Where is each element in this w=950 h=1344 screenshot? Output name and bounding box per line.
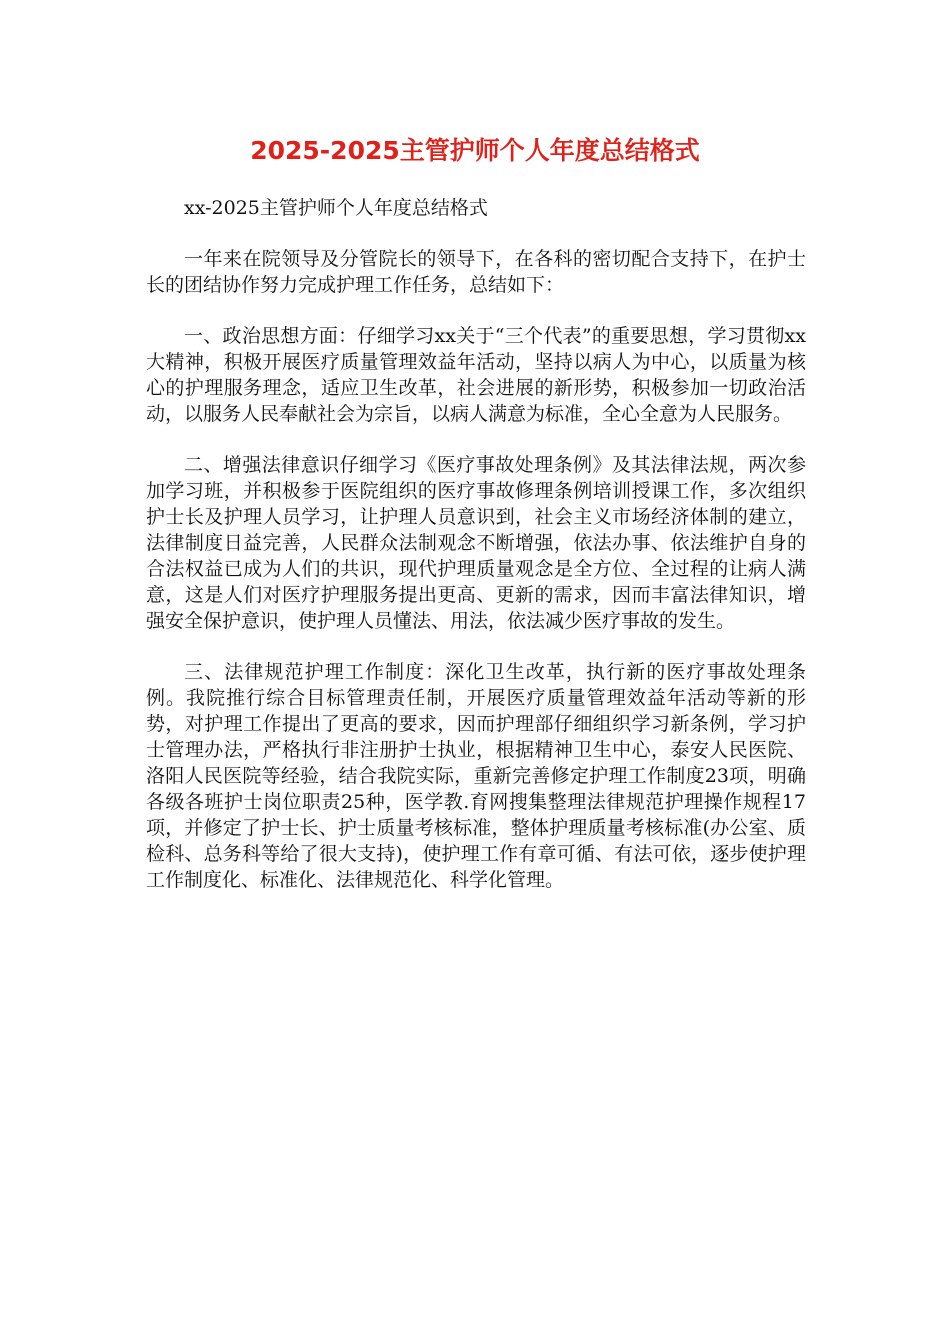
paragraph-political: 一、政治思想方面：仔细学习xx关于“三个代表”的重要思想，学习贯彻xx大精神，积极开展医疗质量管理效益年活动，坚持以病人为中心，以质量为核心的护理服务理念，适应卫生改革，社会进展的新形势，积极参加一切政治活动，以服务人民奉献社会为宗旨，以病人满意为标准，全心全意为人民服务。 [146,325,806,425]
paragraph-intro: 一年来在院领导及分管院长的领导下，在各科的密切配合支持下，在护士长的团结协作努力完成护理工作任务，总结如下： [146,248,806,296]
document-title: 2025-2025主管护师个人年度总结格式 [250,136,700,165]
document-subtitle: xx-2025主管护师个人年度总结格式 [184,197,488,219]
paragraph-legal-awareness: 二、增强法律意识仔细学习《医疗事故处理条例》及其法律法规，两次参加学习班，并积极参于医院组织的医疗事故修理条例培训授课工作，多次组织护士长及护理人员学习，让护理人员意识到，社会主义市场经济体制的建立，法律制度日益完善，人民群众法制观念不断增强，依法办事、依法维护自身的合法权益已成为人们的共识，现代护理质量观念是全方位、全过程的让病人满意，这是人们对医疗护理服务提出更高、更新的需求，因而丰富法律知识，增强安全保护意识，使护理人员懂法、用法，依法减少医疗事故的发生。 [146,454,806,632]
paragraph-legal-standards: 三、法律规范护理工作制度：深化卫生改革，执行新的医疗事故处理条例。我院推行综合目标管理责任制，开展医疗质量管理效益年活动等新的形势，对护理工作提出了更高的要求，因而护理部仔细组织学习新条例，学习护士管理办法，严格执行非注册护士执业，根据精神卫生中心，泰安人民医院、洛阳人民医院等经验，结合我院实际，重新完善修定护理工作制度23项，明确各级各班护士岗位职责25种，医学教.育网搜集整理法律规范护理操作规程17项，并修定了护士长、护士质量考核标准，整体护理质量考核标准(办公室、质检科、总务科等给了很大支持)，使护理工作有章可循、有法可依，逐步使护理工作制度化、标准化、法律规范化、科学化管理。 [146,661,806,891]
document-body [146,195,806,918]
